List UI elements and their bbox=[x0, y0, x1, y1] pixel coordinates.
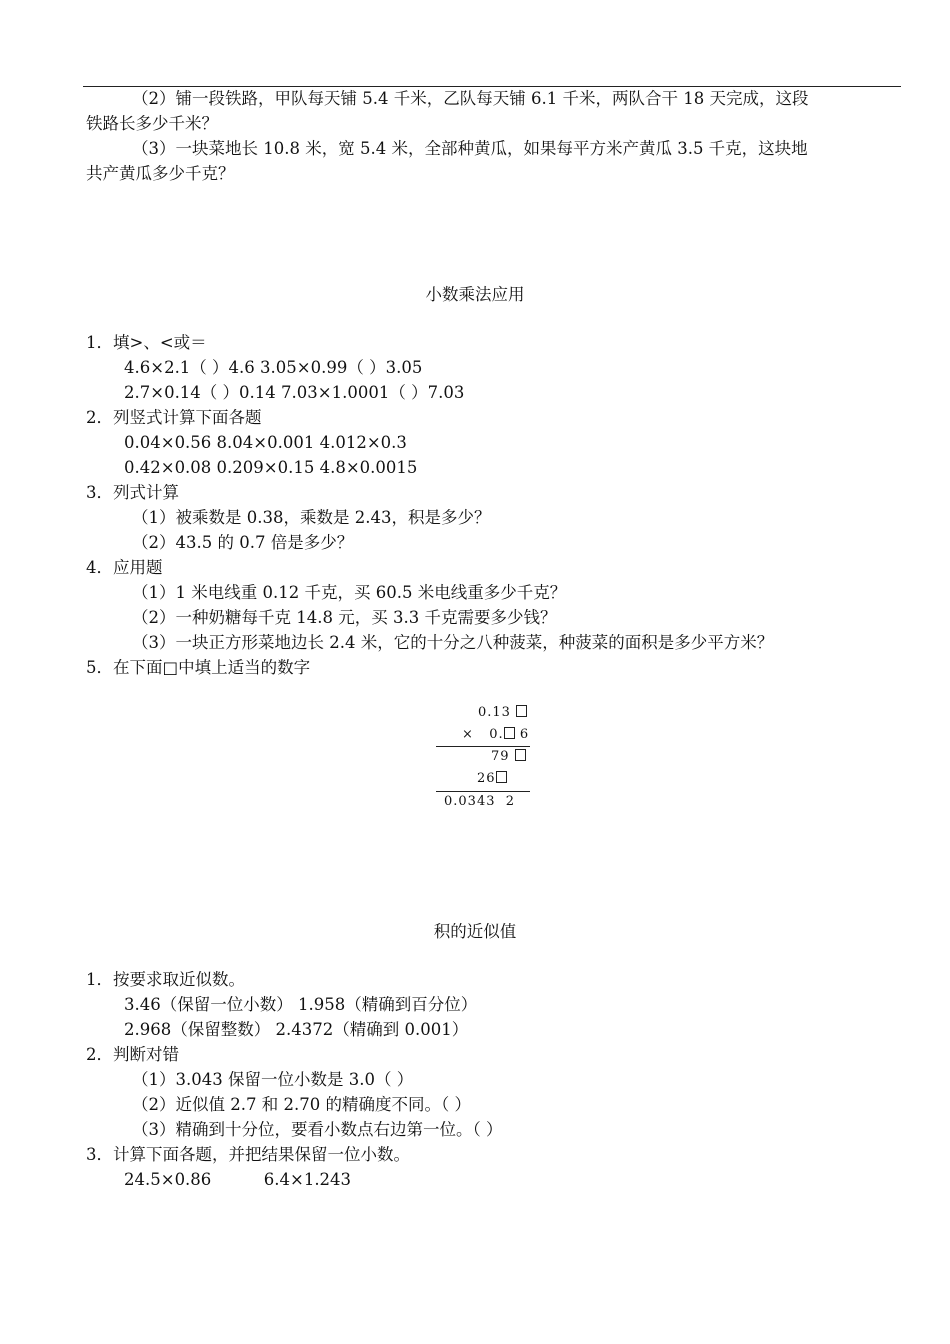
section-title-approximate-product: 积的近似值 bbox=[433, 922, 517, 941]
s2-item-2-line-1: （1）3.043 保留一位小数是 3.0（ ） bbox=[132, 1070, 414, 1089]
blank-box bbox=[516, 705, 527, 717]
item-5-heading: 5．在下面□中填上适当的数字 bbox=[86, 658, 311, 677]
s2-item-2-line-3: （3）精确到十分位，要看小数点右边第一位。（ ） bbox=[132, 1120, 503, 1139]
header-rule bbox=[83, 86, 901, 87]
question-3-line-2: 共产黄瓜多少千克？ bbox=[86, 164, 235, 183]
s2-item-1-heading: 1．按要求取近似数。 bbox=[86, 970, 245, 989]
rule-line bbox=[436, 791, 530, 792]
item-3-line-1: （1）被乘数是 0.38，乘数是 2.43，积是多少？ bbox=[132, 508, 491, 527]
item-2-line-2: 0.42×0.08 0.209×0.15 4.8×0.0015 bbox=[124, 458, 418, 477]
multiplicand-row: 0.13 bbox=[478, 705, 527, 721]
section-title-decimal-multiplication: 小数乘法应用 bbox=[425, 285, 525, 304]
blank-box bbox=[515, 749, 526, 761]
s2-item-3-line-1: 24.5×0.86 6.4×1.243 bbox=[124, 1170, 352, 1189]
item-4-line-1: （1）1 米电线重 0.12 千克，买 60.5 米电线重多少千克？ bbox=[132, 583, 567, 602]
item-4-line-3: （3）一块正方形菜地边长 2.4 米，它的十分之八种菠菜，种菠菜的面积是多少平方米？ bbox=[132, 633, 774, 652]
item-1-line-2: 2.7×0.14（ ）0.14 7.03×1.0001（ ）7.03 bbox=[124, 383, 465, 402]
blank-box bbox=[496, 771, 507, 783]
partial-product-2: 26 bbox=[477, 771, 507, 787]
partial-product-1: 79 bbox=[491, 749, 526, 765]
item-1-heading: 1．填>、<或＝ bbox=[86, 333, 207, 352]
item-4-line-2: （2）一种奶糖每千克 14.8 元，买 3.3 千克需要多少钱？ bbox=[132, 608, 557, 627]
question-2-line-2: 铁路长多少千米？ bbox=[86, 114, 218, 133]
s2-item-3-heading: 3．计算下面各题，并把结果保留一位小数。 bbox=[86, 1145, 410, 1164]
question-2-line-1: （2）铺一段铁路，甲队每天铺 5.4 千米，乙队每天铺 6.1 千米，两队合干 18 天完成，这段 bbox=[132, 89, 809, 108]
item-3-line-2: （2）43.5 的 0.7 倍是多少？ bbox=[132, 533, 354, 552]
item-4-heading: 4．应用题 bbox=[86, 558, 163, 577]
item-3-heading: 3．列式计算 bbox=[86, 483, 179, 502]
item-1-line-1: 4.6×2.1（ ）4.6 3.05×0.99（ ）3.05 bbox=[124, 358, 423, 377]
s2-item-1-line-1: 3.46（保留一位小数） 1.958（精确到百分位） bbox=[124, 995, 478, 1014]
s2-item-2-heading: 2．判断对错 bbox=[86, 1045, 179, 1064]
s2-item-1-line-2: 2.968（保留整数） 2.4372（精确到 0.001） bbox=[124, 1020, 469, 1039]
product-row: 0.0343 2 bbox=[444, 794, 516, 809]
item-2-line-1: 0.04×0.56 8.04×0.001 4.012×0.3 bbox=[124, 433, 407, 452]
s2-item-2-line-2: （2）近似值 2.7 和 2.70 的精确度不同。（ ） bbox=[132, 1095, 471, 1114]
blank-box bbox=[504, 727, 515, 739]
question-3-line-1: （3）一块菜地长 10.8 米，宽 5.4 米，全部种黄瓜，如果每平方米产黄瓜 3.5 千克，这块地 bbox=[132, 139, 808, 158]
rule-line bbox=[436, 746, 530, 747]
item-2-heading: 2．列竖式计算下面各题 bbox=[86, 408, 262, 427]
multiplier-row: × 0. 6 bbox=[462, 727, 530, 742]
